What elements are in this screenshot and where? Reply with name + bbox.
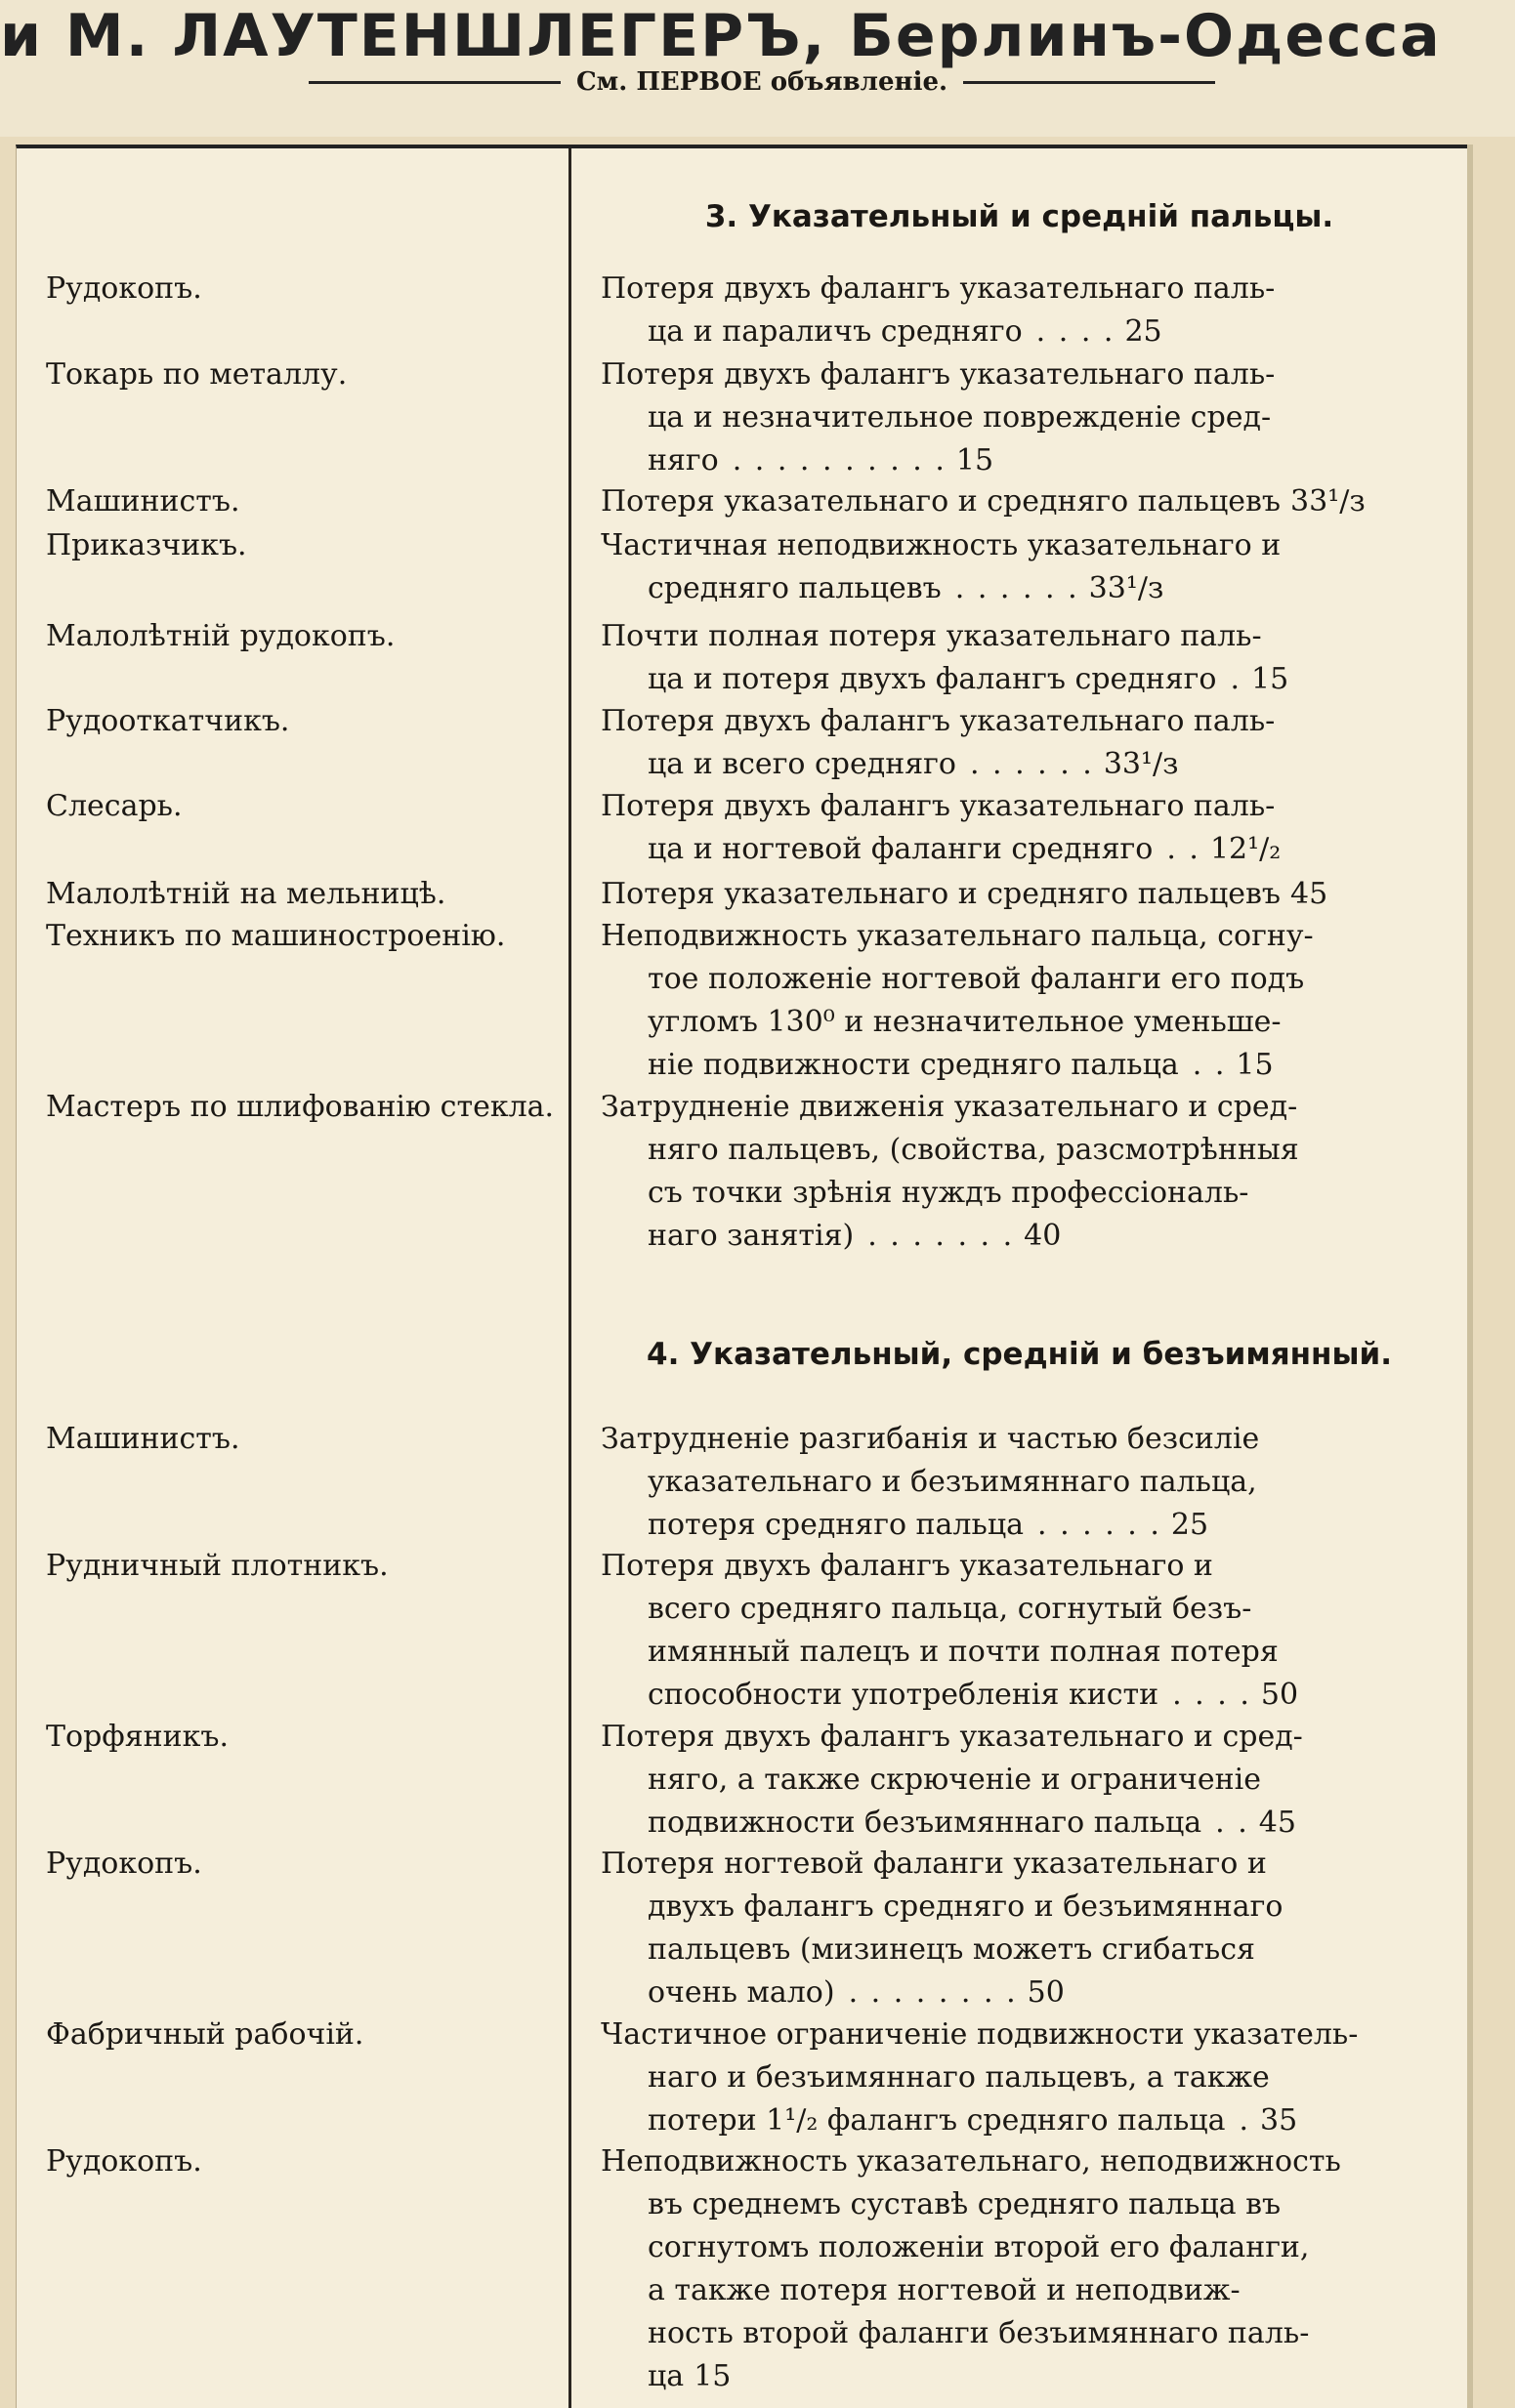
description-line <box>601 439 1460 482</box>
table-row <box>17 915 1467 1087</box>
description-text: Почти полная потеря указательнаго паль- <box>601 619 1262 653</box>
description-line <box>601 311 1460 353</box>
percentage-value: 25 <box>1124 314 1162 349</box>
table-row <box>17 873 1467 916</box>
occupation-cell: Токарь по металлу. <box>46 357 348 392</box>
percentage-value: 45 <box>1290 877 1328 911</box>
table-row <box>17 480 1467 523</box>
description-text: Неподвижность указательнаго пальца, согну- <box>601 919 1314 953</box>
description-text: няго, а также скрюченіе и ограниченіе <box>648 1763 1261 1797</box>
table-row <box>17 1086 1467 1258</box>
description-line <box>601 2355 1460 2398</box>
description-text: наго занятія) <box>648 1219 855 1253</box>
description-text: указательнаго и безъимяннаго пальца, <box>648 1465 1257 1499</box>
description-cell <box>601 785 1460 871</box>
description-text: Затрудненіе движенія указательнаго и сред- <box>601 1090 1298 1124</box>
description-text: Потеря двухъ фалангъ указательнаго паль- <box>601 271 1276 306</box>
description-cell <box>601 1086 1460 1258</box>
banner-title: и М. ЛАУТЕНШЛЕГЕРЪ, Берлинъ-Одесса <box>0 2 1442 70</box>
description-text: двухъ фалангъ средняго и безъимяннаго <box>648 1889 1284 1924</box>
description-line <box>601 567 1460 610</box>
description-text: ца и незначительное повреждeніе сред- <box>648 400 1272 435</box>
description-cell <box>601 1545 1460 1717</box>
description-line <box>601 1044 1460 1087</box>
description-line <box>601 1086 1460 1129</box>
description-line <box>601 2014 1460 2056</box>
description-text: Потеря указательнаго и средняго пальцевъ <box>601 877 1282 911</box>
description-text: няго пальцевъ, (свойства, разсмотрѣнныя <box>648 1133 1299 1167</box>
occupation-cell: Машинистъ. <box>46 1422 240 1456</box>
occupation-cell: Рудокопъ. <box>46 271 202 306</box>
occupation-cell: Рудничный плотникъ. <box>46 1549 389 1583</box>
description-cell <box>601 873 1460 916</box>
description-text: Потеря двухъ фалангъ указательнаго паль- <box>601 357 1276 392</box>
description-line <box>601 1674 1460 1717</box>
description-line <box>601 873 1460 916</box>
description-line <box>601 1172 1460 1215</box>
description-cell <box>601 1843 1460 2014</box>
description-text: наго и безъимяннаго пальцевъ, а также <box>648 2060 1270 2095</box>
table-row <box>17 1418 1467 1547</box>
description-line <box>601 958 1460 1001</box>
description-line <box>601 2269 1460 2312</box>
description-text: Потеря двухъ фалангъ указательнаго и сред- <box>601 1720 1303 1754</box>
description-cell <box>601 2140 1460 2398</box>
leader-dots: . . . . . . . . <box>848 1975 1018 2010</box>
description-line <box>601 480 1460 523</box>
percentage-value: 12¹/₂ <box>1209 832 1282 866</box>
leader-dots: . . <box>1215 1806 1249 1840</box>
leader-dots: . . . . <box>1035 314 1115 349</box>
percentage-value: 15 <box>1236 1048 1274 1082</box>
percentage-value: 50 <box>1027 1975 1065 2010</box>
description-line <box>601 828 1460 871</box>
description-text: Потеря двухъ фалангъ указательнаго паль- <box>601 789 1276 823</box>
table-sheet <box>16 145 1467 2408</box>
description-text: ніе подвижности средняго пальца <box>648 1048 1179 1082</box>
description-line <box>601 1843 1460 1886</box>
description-text: Частичная неподвижность указательнаго и <box>601 528 1282 562</box>
description-cell <box>601 480 1460 523</box>
description-text: ца и ногтевой фаланги средняго <box>648 832 1154 866</box>
percentage-value: 15 <box>694 2359 732 2393</box>
leader-dots: . . . . . . <box>969 747 1094 781</box>
table-row <box>17 353 1467 482</box>
description-line <box>601 2226 1460 2269</box>
description-cell <box>601 915 1460 1087</box>
occupation-cell: Рудокопъ. <box>46 2144 202 2179</box>
description-line <box>601 1418 1460 1461</box>
percentage-value: 40 <box>1024 1219 1062 1253</box>
description-line <box>601 524 1460 567</box>
description-line <box>601 2140 1460 2183</box>
description-text: всего средняго пальца, согнутый безъ- <box>648 1592 1252 1626</box>
description-line <box>601 1886 1460 1929</box>
description-line <box>601 353 1460 396</box>
table-row <box>17 1843 1467 2014</box>
description-line <box>601 268 1460 311</box>
occupation-cell: Мастеръ по шлифованію стекла. <box>46 1090 555 1124</box>
table-row <box>17 1545 1467 1717</box>
description-line <box>601 1461 1460 1504</box>
description-text: Частичное ограниченіе подвижности указатель- <box>601 2017 1359 2052</box>
leader-dots: . . . . . . <box>954 571 1079 605</box>
description-cell <box>601 524 1460 610</box>
description-text: способности употребленія кисти <box>648 1678 1159 1712</box>
occupation-cell: Приказчикъ. <box>46 528 247 562</box>
banner-subtitle: См. ПЕРВОЕ объявленіе. <box>575 67 948 97</box>
description-line <box>601 2183 1460 2226</box>
occupation-cell: Машинистъ. <box>46 484 240 519</box>
section-heading: 3. Указательный и средній пальцы. <box>704 199 1334 234</box>
percentage-value: 45 <box>1258 1806 1296 1840</box>
occupation-cell: Рудооткатчикъ. <box>46 704 290 738</box>
table-row <box>17 2140 1467 2398</box>
table-row <box>17 268 1467 353</box>
description-line <box>601 1802 1460 1845</box>
description-text: въ среднемъ суставѣ средняго пальца въ <box>648 2187 1282 2221</box>
description-text: съ точки зрѣнія нуждъ профессіональ- <box>648 1176 1249 1210</box>
description-cell <box>601 700 1460 786</box>
description-line <box>601 785 1460 828</box>
percentage-value: 25 <box>1170 1508 1209 1542</box>
description-line <box>601 1972 1460 2014</box>
leader-dots: . <box>1239 2103 1251 2138</box>
percentage-value: 50 <box>1260 1678 1299 1712</box>
banner-subtitle-row <box>293 62 1231 102</box>
description-line <box>601 1129 1460 1172</box>
description-line <box>601 1588 1460 1631</box>
description-line <box>601 1545 1460 1588</box>
description-line <box>601 915 1460 958</box>
description-text: Потеря ногтевой фаланги указательнаго и <box>601 1847 1267 1881</box>
description-line <box>601 2099 1460 2142</box>
description-cell <box>601 1716 1460 1845</box>
description-text: подвижности безъимяннаго пальца <box>648 1806 1202 1840</box>
description-text: ца и потеря двухъ фалангъ средняго <box>648 662 1217 696</box>
description-line <box>601 1504 1460 1547</box>
description-text: а также потеря ногтевой и неподвиж- <box>648 2273 1241 2307</box>
description-line <box>601 1001 1460 1044</box>
occupation-cell: Малолѣтній на мельницѣ. <box>46 877 446 911</box>
occupation-cell: Фабричный рабочій. <box>46 2017 364 2052</box>
description-text: Неподвижность указательнаго, неподвижность <box>601 2144 1341 2179</box>
description-text: имянный палецъ и почти полная потеря <box>648 1635 1279 1669</box>
section-heading: 4. Указательный, средній и безъимянный. <box>647 1337 1392 1372</box>
percentage-value: 15 <box>955 443 994 477</box>
description-line <box>601 615 1460 658</box>
table-row <box>17 1716 1467 1845</box>
leader-dots: . . . . <box>1172 1678 1251 1712</box>
leader-dots: . . <box>1166 832 1200 866</box>
leader-dots: . . . . . . . . . . <box>732 443 947 477</box>
description-line <box>601 658 1460 701</box>
description-text: Потеря двухъ фалангъ указательнаго паль- <box>601 704 1276 738</box>
description-line <box>601 396 1460 439</box>
leader-dots: . . . . . . <box>1037 1508 1161 1542</box>
banner-rule-right <box>963 81 1215 84</box>
table-row <box>17 2014 1467 2142</box>
occupation-cell: Техникъ по машиностроенію. <box>46 919 506 953</box>
description-cell <box>601 2014 1460 2142</box>
advertisement-banner <box>0 0 1515 137</box>
description-text: ность второй фаланги безъимяннаго паль- <box>648 2316 1310 2350</box>
description-text: Затрудненіе разгибанія и частью безсиліе <box>601 1422 1260 1456</box>
occupation-cell: Слесарь. <box>46 789 183 823</box>
table-row <box>17 785 1467 871</box>
description-text: ца и параличъ средняго <box>648 314 1023 349</box>
description-line <box>601 700 1460 743</box>
table-row <box>17 700 1467 786</box>
description-text: потери 1¹/₂ фалангъ средняго пальца <box>648 2103 1226 2138</box>
description-line <box>601 1716 1460 1759</box>
description-text: средняго пальцевъ <box>648 571 942 605</box>
leader-dots: . . . . . . . <box>867 1219 1015 1253</box>
leader-dots: . . <box>1192 1048 1227 1082</box>
description-text: Потеря указательнаго и средняго пальцевъ <box>601 484 1282 519</box>
description-text: тое положеніе ногтевой фаланги его подъ <box>648 962 1305 996</box>
description-cell <box>601 1418 1460 1547</box>
description-text: ца <box>648 2359 685 2393</box>
description-line <box>601 1759 1460 1802</box>
leader-dots: . <box>1230 662 1241 696</box>
percentage-value: 33¹/з <box>1103 747 1179 781</box>
description-text: Потеря двухъ фалангъ указательнаго и <box>601 1549 1213 1583</box>
description-text: угломъ 130⁰ и незначительное уменьше- <box>648 1005 1282 1039</box>
percentage-value: 33¹/з <box>1088 571 1164 605</box>
table-row <box>17 524 1467 610</box>
description-line <box>601 2056 1460 2099</box>
description-line <box>601 743 1460 786</box>
description-cell <box>601 353 1460 482</box>
description-line <box>601 1929 1460 1972</box>
table-row <box>17 615 1467 701</box>
occupation-cell: Торфяникъ. <box>46 1720 230 1754</box>
description-line <box>601 2312 1460 2355</box>
occupation-cell: Малолѣтній рудокопъ. <box>46 619 396 653</box>
occupation-cell: Рудокопъ. <box>46 1847 202 1881</box>
description-text: согнутомъ положеніи второй его фаланги, <box>648 2230 1310 2264</box>
percentage-value: 15 <box>1251 662 1289 696</box>
description-cell <box>601 268 1460 353</box>
description-line <box>601 1631 1460 1674</box>
description-text: няго <box>648 443 719 477</box>
banner-rule-left <box>309 81 561 84</box>
description-text: очень мало) <box>648 1975 835 2010</box>
description-line <box>601 1215 1460 1258</box>
description-text: пальцевъ (мизинецъ можетъ сгибаться <box>648 1932 1255 1967</box>
percentage-value: 35 <box>1260 2103 1298 2138</box>
percentage-value: 33¹/з <box>1290 484 1366 519</box>
description-text: ца и всего средняго <box>648 747 956 781</box>
description-text: потеря средняго пальца <box>648 1508 1024 1542</box>
description-cell <box>601 615 1460 701</box>
